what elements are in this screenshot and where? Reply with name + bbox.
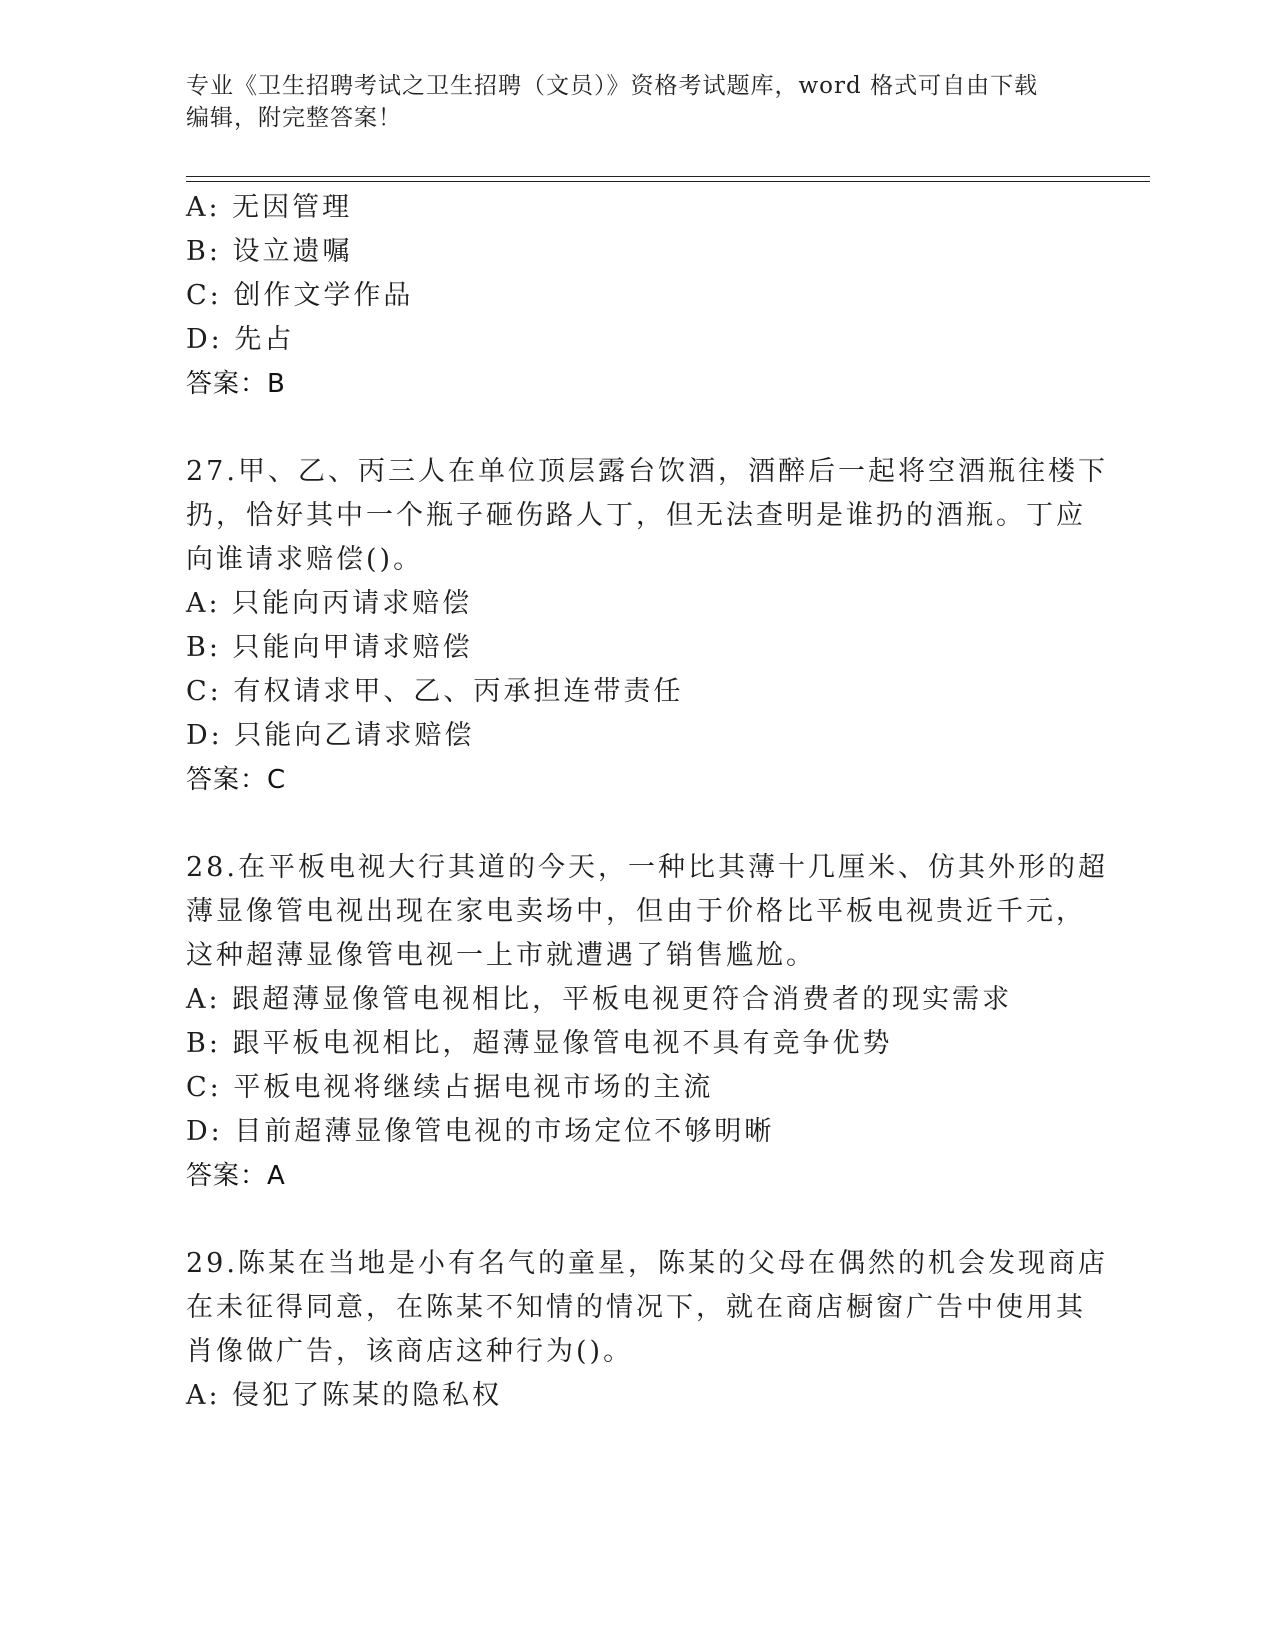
q27-option-c: C: 有权请求甲、乙、丙承担连带责任 — [186, 676, 684, 707]
header-divider-top — [186, 176, 1150, 177]
q26-answer: 答案：B — [186, 369, 286, 399]
q26-option-b: B: 设立遗嘱 — [186, 236, 353, 267]
q28-option-b: B: 跟平板电视相比，超薄显像管电视不具有竞争优势 — [186, 1028, 893, 1059]
q29-stem-line-3: 肖像做广告，该商店这种行为()。 — [186, 1336, 634, 1367]
q27-option-b: B: 只能向甲请求赔偿 — [186, 632, 473, 663]
q27-stem-line-2: 扔，恰好其中一个瓶子砸伤路人丁，但无法查明是谁扔的酒瓶。丁应 — [186, 500, 1086, 531]
q27-stem-line-3: 向谁请求赔偿()。 — [186, 544, 424, 575]
q28-option-c: C: 平板电视将继续占据电视市场的主流 — [186, 1072, 714, 1103]
q29-option-a: A: 侵犯了陈某的隐私权 — [186, 1380, 503, 1411]
q28-option-a: A: 跟超薄显像管电视相比，平板电视更符合消费者的现实需求 — [186, 984, 1013, 1015]
q26-option-a: A: 无因管理 — [186, 192, 353, 223]
q28-stem-line-1: 28.在平板电视大行其道的今天，一种比其薄十几厘米、仿其外形的超 — [186, 852, 1108, 883]
q26-option-c: C: 创作文学作品 — [186, 280, 414, 311]
q28-option-d: D: 目前超薄显像管电视的市场定位不够明晰 — [186, 1116, 775, 1147]
q28-answer: 答案：A — [186, 1161, 286, 1191]
header-line-1: 专业《卫生招聘考试之卫生招聘（文员）》资格考试题库，word 格式可自由下载 — [186, 73, 1039, 99]
q29-stem-line-1: 29.陈某在当地是小有名气的童星，陈某的父母在偶然的机会发现商店 — [186, 1248, 1108, 1279]
q27-stem-line-1: 27.甲、乙、丙三人在单位顶层露台饮酒，酒醉后一起将空酒瓶往楼下 — [186, 456, 1108, 487]
q28-stem-line-2: 薄显像管电视出现在家电卖场中，但由于价格比平板电视贵近千元， — [186, 896, 1086, 927]
q28-stem-line-3: 这种超薄显像管电视一上市就遭遇了销售尴尬。 — [186, 940, 816, 971]
q26-option-d: D: 先占 — [186, 324, 295, 355]
header-divider-bottom — [186, 181, 1150, 182]
header-line-2: 编辑，附完整答案！ — [186, 105, 402, 131]
q27-answer: 答案：C — [186, 765, 287, 795]
q27-option-d: D: 只能向乙请求赔偿 — [186, 720, 475, 751]
q29-stem-line-2: 在未征得同意，在陈某不知情的情况下，就在商店橱窗广告中使用其 — [186, 1292, 1086, 1323]
document-header — [186, 70, 1066, 134]
q27-option-a: A: 只能向丙请求赔偿 — [186, 588, 473, 619]
